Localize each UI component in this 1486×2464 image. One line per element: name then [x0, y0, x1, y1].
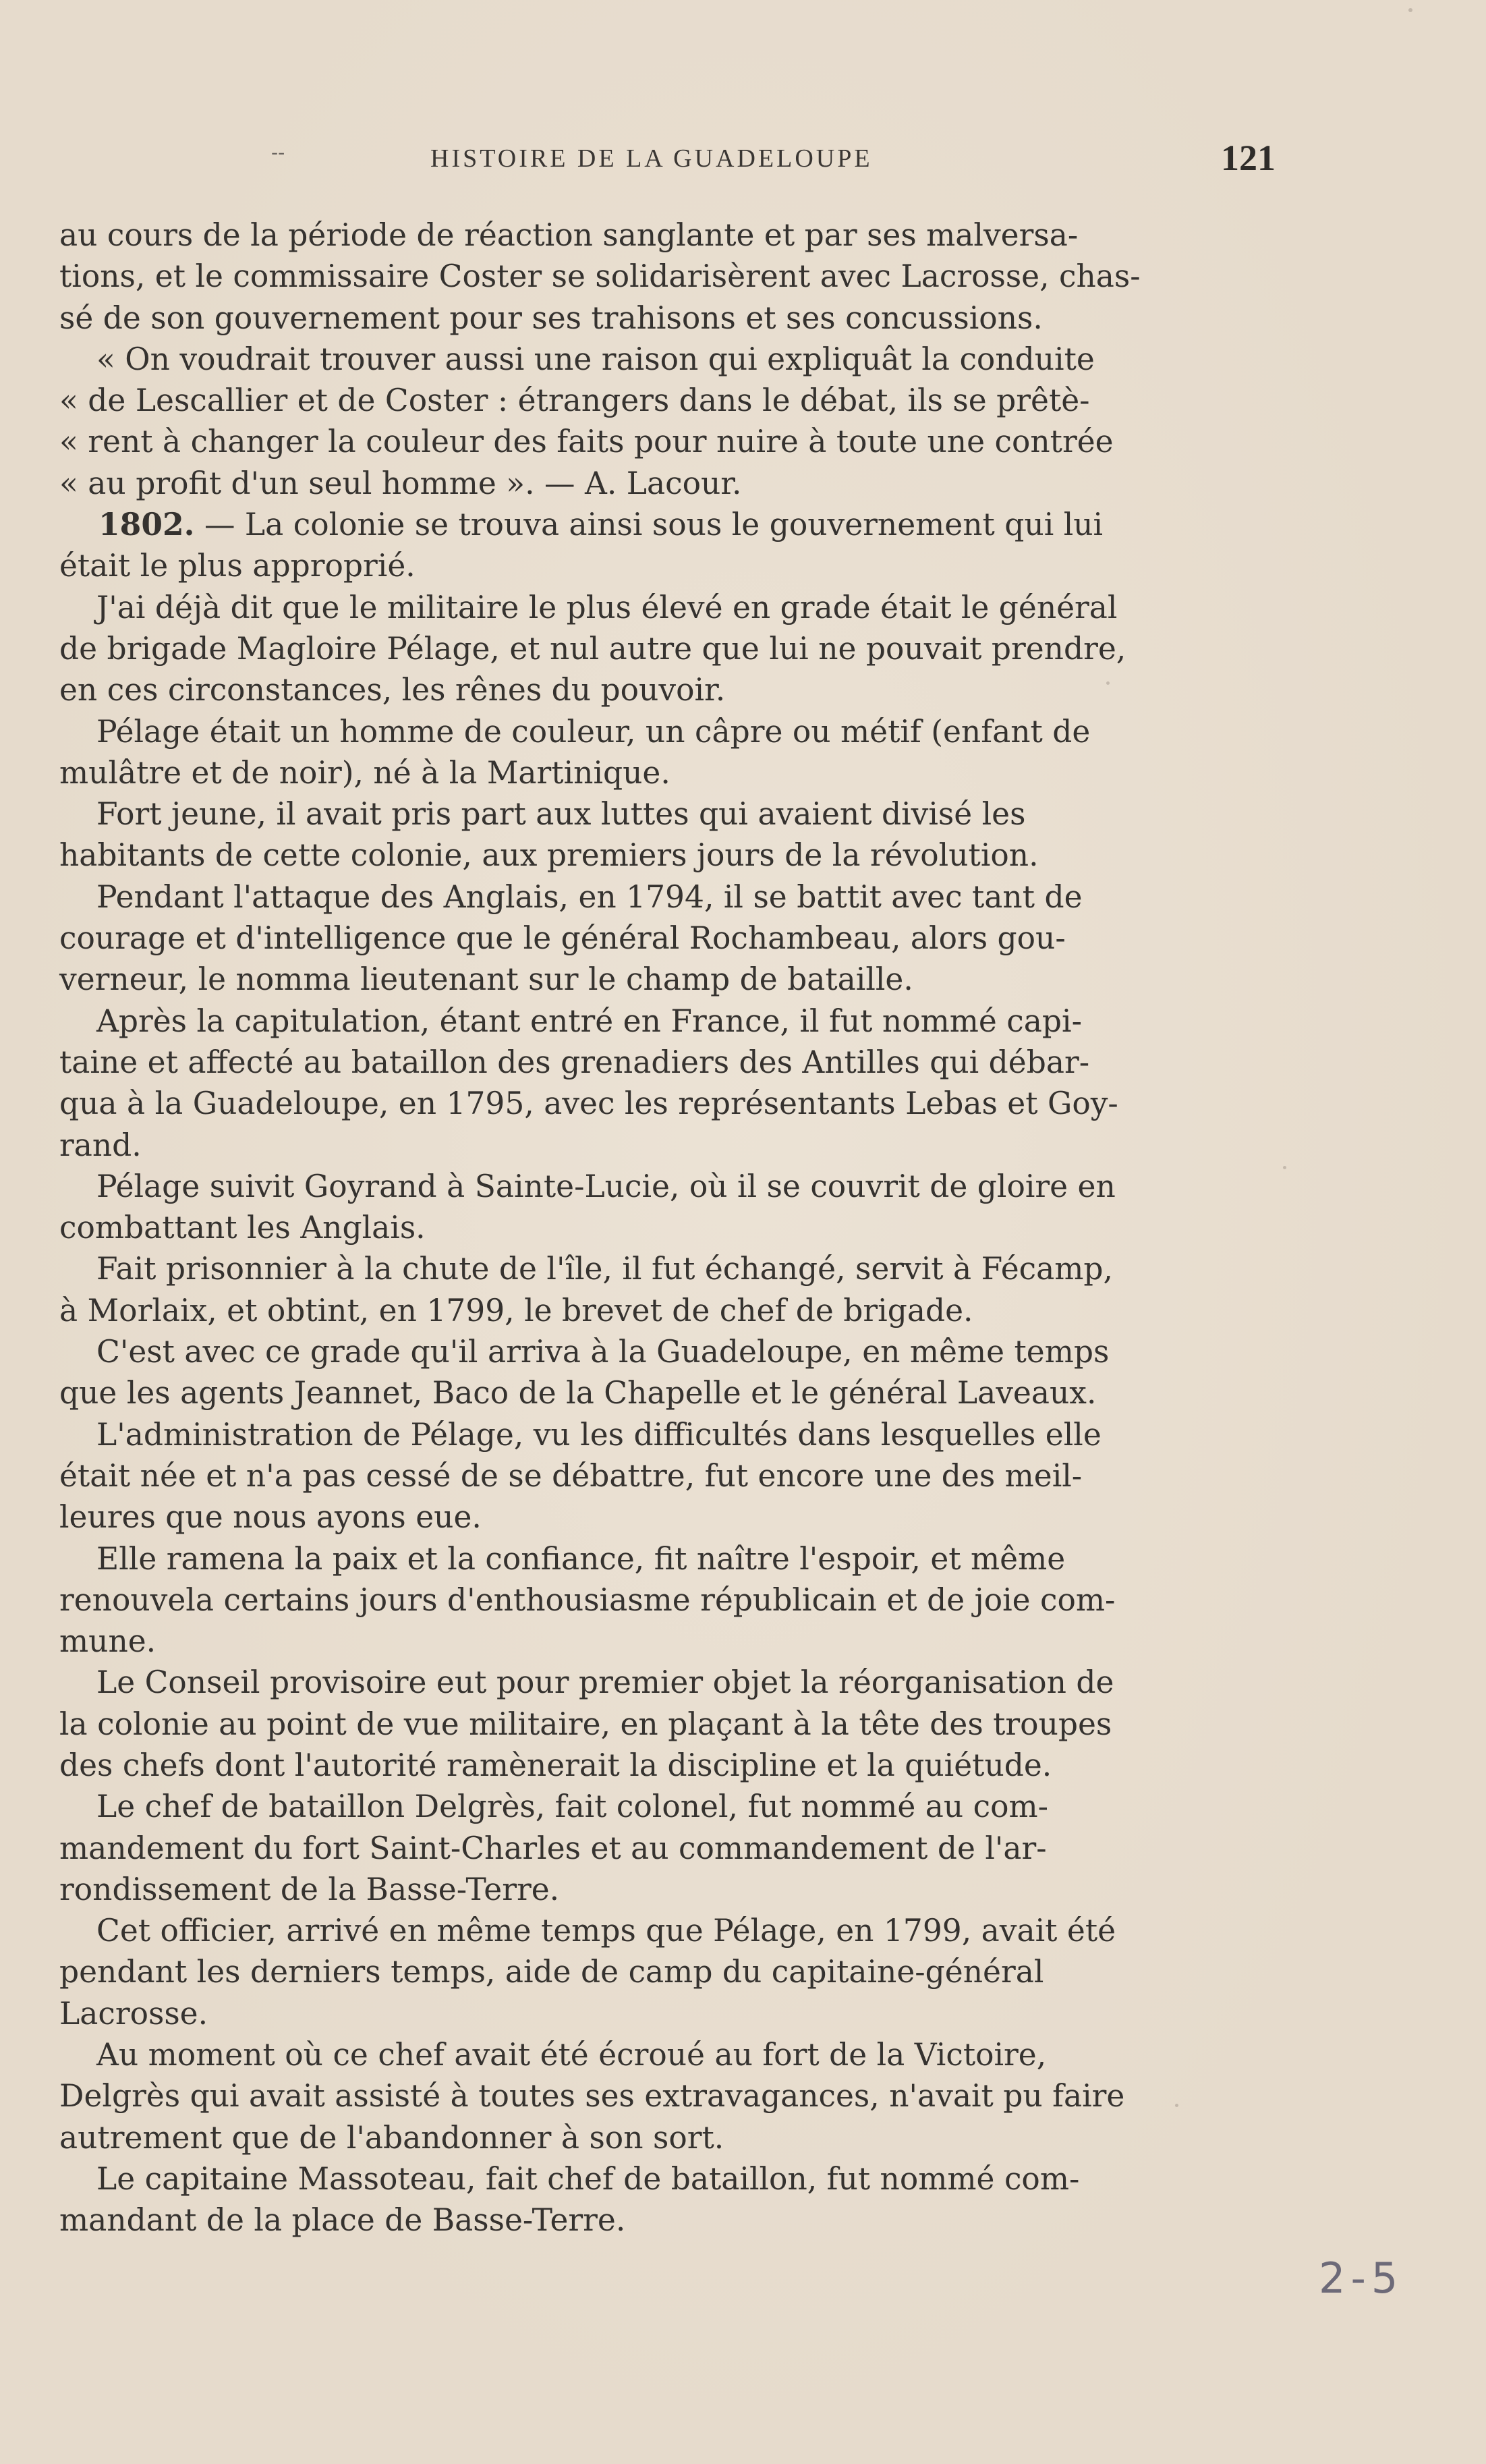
text-line: Le Conseil provisoire eut pour premier objet la réorganisation de [96, 1664, 1114, 1701]
text-line: verneur, le nomma lieutenant sur le champ de bataille. [59, 961, 913, 998]
text-line: rondissement de la Basse-Terre. [59, 1871, 560, 1907]
text-line: Au moment où ce chef avait été écroué au fort de la Victoire, [96, 2037, 1047, 2073]
text-line: Delgrès qui avait assisté à toutes ses extravagances, n'avait pu faire [59, 2078, 1125, 2115]
text-line: la colonie au point de vue militaire, en plaçant à la tête des troupes [59, 1706, 1112, 1742]
header-mark: -- [271, 141, 285, 165]
text-line: habitants de cette colonie, aux premiers jours de la révolution. [59, 837, 1039, 874]
text-line: J'ai déjà dit que le militaire le plus élevé en grade était le général [96, 589, 1118, 625]
text-line: « rent à changer la couleur des faits pour nuire à toute une contrée [59, 424, 1114, 460]
body-text [59, 215, 1267, 2241]
paper-speck [1106, 681, 1110, 685]
text-line: Fort jeune, il avait pris part aux luttes qui avaient divisé les [96, 796, 1026, 833]
paper-speck [1283, 1166, 1286, 1169]
text-line: courage et d'intelligence que le général Rochambeau, alors gou- [59, 920, 1066, 957]
text-line: mulâtre et de noir), né à la Martinique. [59, 754, 670, 791]
text-line: Pélage suivit Goyrand à Sainte-Lucie, où il se couvrit de gloire en [96, 1168, 1116, 1204]
text-line: sé de son gouvernement pour ses trahisons et ses concussions. [59, 300, 1043, 336]
text-line: combattant les Anglais. [59, 1210, 426, 1246]
text-line: Pendant l'attaque des Anglais, en 1794, il se battit avec tant de [96, 878, 1083, 915]
text-line: rand. [59, 1127, 142, 1163]
text-line: mandant de la place de Basse-Terre. [59, 2202, 626, 2239]
text-line: Elle ramena la paix et la confiance, fit naître l'espoir, et même [96, 1540, 1066, 1577]
text-line: Lacrosse. [59, 1995, 208, 2032]
text-segment: — La colonie se trouva ainsi sous le gouvernement qui lui [194, 507, 1104, 543]
text-line: était le plus approprié. [59, 548, 416, 584]
text-line: renouvela certains jours d'enthousiasme républicain et de joie com- [59, 1581, 1116, 1618]
text-line: en ces circonstances, les rênes du pouvoir. [59, 672, 726, 708]
text-line: « On voudrait trouver aussi une raison qui expliquât la conduite [96, 341, 1095, 377]
text-line: Pélage était un homme de couleur, un câpre ou métif (enfant de [96, 713, 1091, 750]
text-line: leures que nous ayons eue. [59, 1499, 482, 1536]
text-line: « au profit d'un seul homme ». — A. Lacour. [59, 465, 742, 501]
text-line: Le chef de bataillon Delgrès, fait colonel, fut nommé au com- [96, 1789, 1049, 1825]
text-line: autrement que de l'abandonner à son sort. [59, 2119, 724, 2156]
handwritten-margin-note: 2-5 [1319, 2253, 1404, 2303]
text-line: qua à la Guadeloupe, en 1795, avec les représentants Lebas et Goy- [59, 1086, 1118, 1122]
text-line: Fait prisonnier à la chute de l'île, il fut échangé, servit à Fécamp, [96, 1251, 1113, 1287]
text-line: de brigade Magloire Pélage, et nul autre que lui ne pouvait prendre, [59, 630, 1126, 667]
page-number: 121 [1221, 138, 1276, 178]
text-line: des chefs dont l'autorité ramènerait la discipline et la quiétude. [59, 1747, 1052, 1783]
text-line: tions, et le commissaire Coster se solidarisèrent avec Lacrosse, chas- [59, 258, 1141, 295]
page-header [0, 138, 1486, 179]
text-line: taine et affecté au bataillon des grenadiers des Antilles qui débar- [59, 1044, 1090, 1080]
text-line: Après la capitulation, étant entré en France, il fut nommé capi- [96, 1003, 1082, 1039]
text-line: mandement du fort Saint-Charles et au commandement de l'ar- [59, 1830, 1047, 1866]
year-heading: 1802. [98, 506, 195, 543]
running-title: HISTOIRE DE LA GUADELOUPE [430, 144, 873, 173]
text-line: L'administration de Pélage, vu les difficultés dans lesquelles elle [96, 1416, 1102, 1453]
text-line [59, 504, 1267, 545]
text-line: à Morlaix, et obtint, en 1799, le brevet de chef de brigade. [59, 1292, 973, 1328]
text-line: mune. [59, 1623, 156, 1660]
text-line: était née et n'a pas cessé de se débattre, fut encore une des meil- [59, 1457, 1083, 1494]
paper-speck [1175, 2104, 1178, 2107]
paper-speck [1408, 8, 1412, 12]
text-line: au cours de la période de réaction sanglante et par ses malversa- [59, 217, 1079, 253]
text-line: que les agents Jeannet, Baco de la Chapelle et le général Laveaux. [59, 1375, 1097, 1411]
text-line: C'est avec ce grade qu'il arriva à la Guadeloupe, en même temps [96, 1334, 1110, 1370]
text-line: « de Lescallier et de Coster : étrangers dans le débat, ils se prêtè- [59, 383, 1090, 419]
text-line: pendant les derniers temps, aide de camp du capitaine-général [59, 1954, 1044, 1990]
text-line: Le capitaine Massoteau, fait chef de bataillon, fut nommé com- [96, 2160, 1080, 2197]
text-line: Cet officier, arrivé en même temps que Pélage, en 1799, avait été [96, 1913, 1116, 1949]
